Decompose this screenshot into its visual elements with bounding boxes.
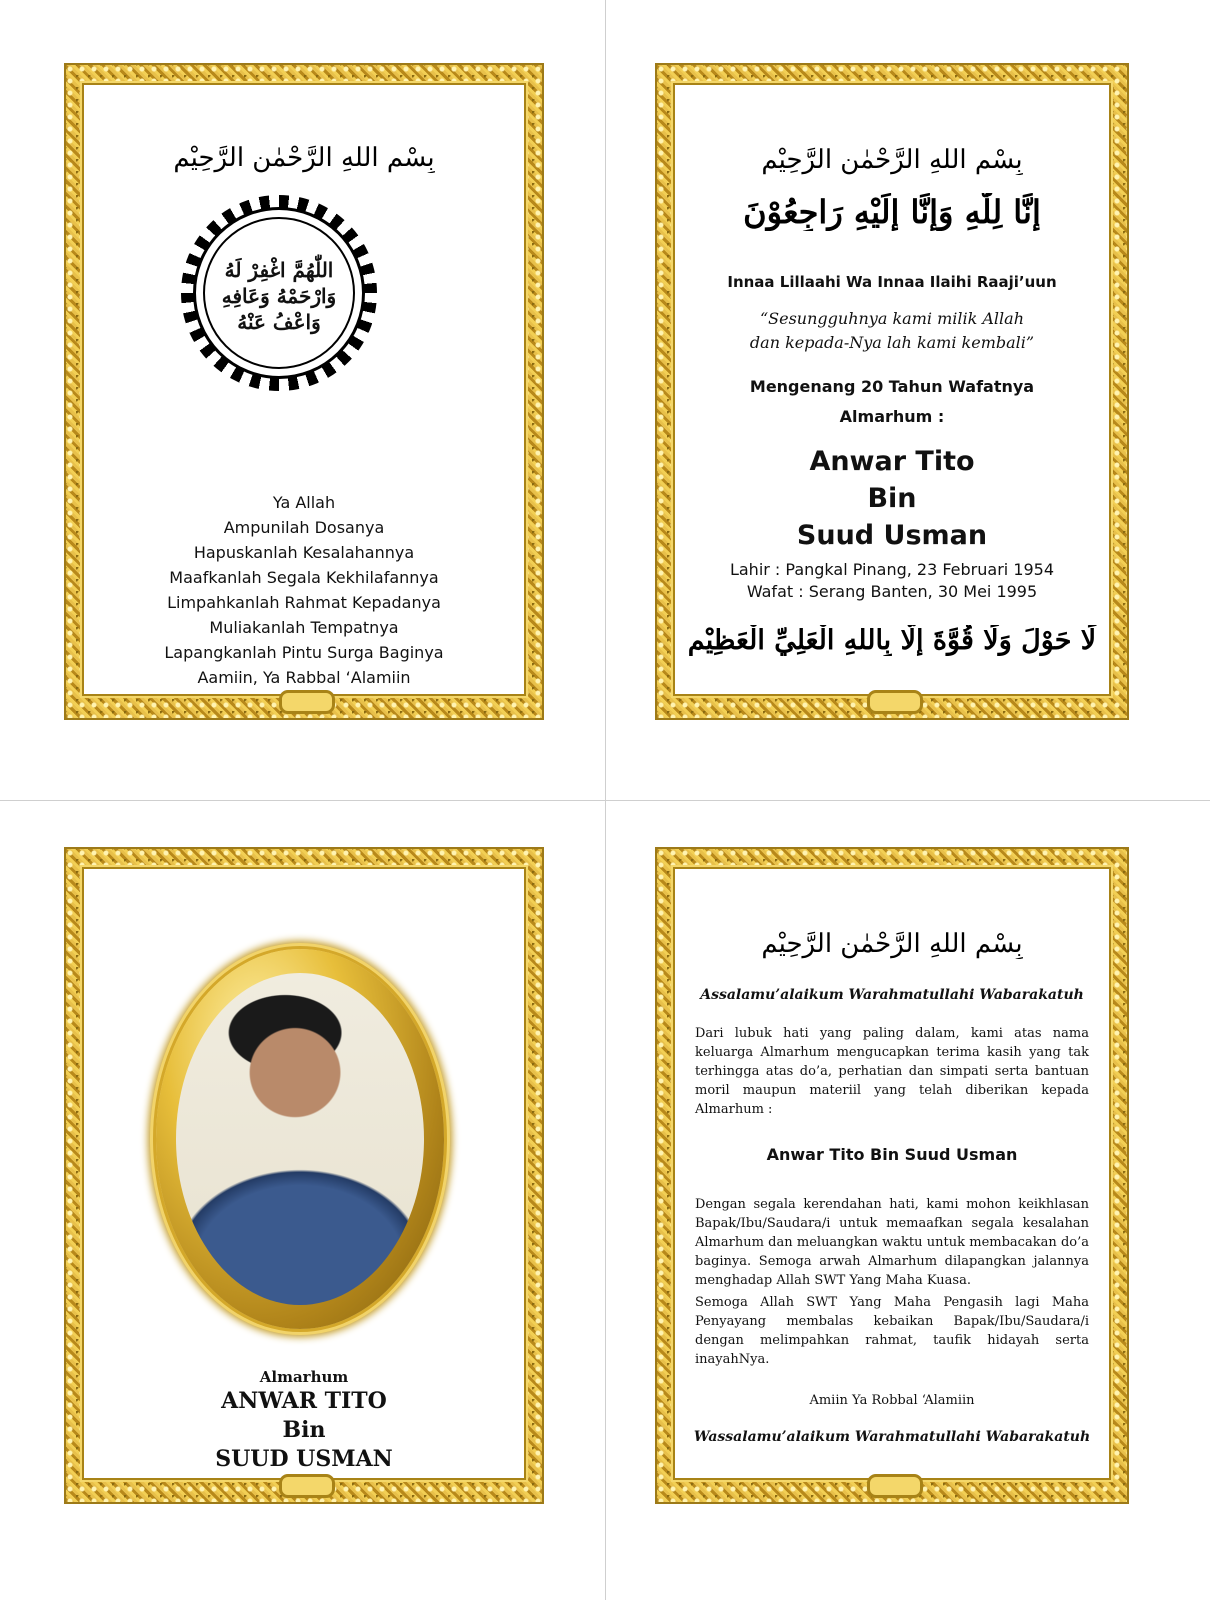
- prayer-line: Aamiin, Ya Rabbal ‘Alamiin: [197, 668, 411, 687]
- amin-line: Amiin Ya Robbal ‘Alamiin: [809, 1393, 975, 1408]
- medallion-prayer-text: اللّٰهُمَّ اغْفِرْ لَهُ وَارْحَمْهُ وَعَافِهِ وَاعْفُ عَنْهُ: [221, 258, 337, 334]
- basmala-calligraphy: بِسْمِ اللهِ الرَّحْمٰنِ الرَّحِيْمِ: [173, 143, 435, 173]
- horizontal-fold-line: [0, 800, 1210, 801]
- blessing-paragraph: Semoga Allah SWT Yang Maha Pengasih lagi Maha Penyayang membalas kebaikan Bapak/Ibu/Saudara/i dengan melimpahkan rahmat, taufik hidayah serta inayahNya.: [695, 1295, 1089, 1367]
- prayer-line: Ya Allah: [272, 493, 336, 512]
- deceased-name: Anwar Tito Bin Suud Usman: [796, 446, 988, 551]
- prayer-lines: [84, 490, 524, 690]
- prayer-panel: [64, 63, 544, 720]
- apology-paragraph: Dengan segala kerendahan hati, kami mohon keikhlasan Bapak/Ibu/Saudara/i untuk memaafkan segala kesalahan Almarhum dan meluangkan waktu untuk membacakan do’a baginya. Semoga arwah Almarhum dilapangkan jalannya menghadap Allah SWT Yang Maha Kuasa.: [695, 1197, 1089, 1288]
- thanks-paragraph: Dari lubuk hati yang paling dalam, kami atas nama keluarga Almarhum mengucapkan terima kasih yang tak terhingga atas do’a, perhatian dan simpati serta bantuan moril maupun materiil yang telah diberikan kepada Almarhum :: [695, 1026, 1089, 1117]
- prayer-line: Maafkanlah Segala Kekhilafannya: [169, 568, 439, 587]
- basmala-calligraphy: بِسْمِ اللهِ الرَّحْمٰنِ الرَّحِيْمِ: [761, 929, 1023, 959]
- prayer-line: Hapuskanlah Kesalahannya: [193, 543, 415, 562]
- inna-lillahi-calligraphy: إِنَّا لِلّٰهِ وَإِنَّا إِلَيْهِ رَاجِعُوْنَ: [743, 193, 1041, 231]
- prayer-line: Ampunilah Dosanya: [223, 518, 385, 537]
- closing-greeting: Wassalamu’alaikum Warahmatullahi Wabarakatuh: [693, 1429, 1091, 1445]
- memorial-panel: [655, 63, 1129, 720]
- transliteration: Innaa Lillaahi Wa Innaa Ilaihi Raaji’uun: [727, 273, 1057, 291]
- death-info: Wafat : Serang Banten, 30 Mei 1995: [746, 582, 1038, 601]
- life-dates: [675, 559, 1109, 603]
- portrait-photo: [176, 973, 424, 1305]
- photo-caption: Almarhum ANWAR TITO Bin SUUD USMAN: [215, 1368, 393, 1472]
- photo-panel: [64, 847, 544, 1504]
- hawqala-calligraphy: لَا حَوْلَ وَلَا قُوَّةَ إِلَّا بِاللهِ الْعَلِيِّ الْعَظِيْمِ: [687, 625, 1097, 656]
- almarhum-label: Almarhum :: [839, 407, 945, 426]
- birth-info: Lahir : Pangkal Pinang, 23 Februari 1954: [729, 560, 1055, 579]
- meaning-text: “Sesungguhnya kami milik Allah dan kepada-Nya lah kami kembali”: [749, 309, 1035, 352]
- gold-oval-picture-frame: [156, 949, 444, 1329]
- commemoration-title: Mengenang 20 Tahun Wafatnya: [749, 377, 1035, 396]
- greeting: Assalamu’alaikum Warahmatullahi Wabarakatuh: [700, 987, 1084, 1003]
- deceased-name: Anwar Tito Bin Suud Usman: [766, 1145, 1018, 1164]
- prayer-line: Limpahkanlah Rahmat Kepadanya: [167, 593, 441, 612]
- thanks-panel: [655, 847, 1129, 1504]
- prayer-line: Lapangkanlah Pintu Surga Baginya: [164, 643, 444, 662]
- basmala-calligraphy: بِسْمِ اللهِ الرَّحْمٰنِ الرَّحِيْمِ: [761, 145, 1023, 175]
- prayer-line: Muliakanlah Tempatnya: [209, 618, 399, 637]
- calligraphy-medallion: [181, 195, 377, 391]
